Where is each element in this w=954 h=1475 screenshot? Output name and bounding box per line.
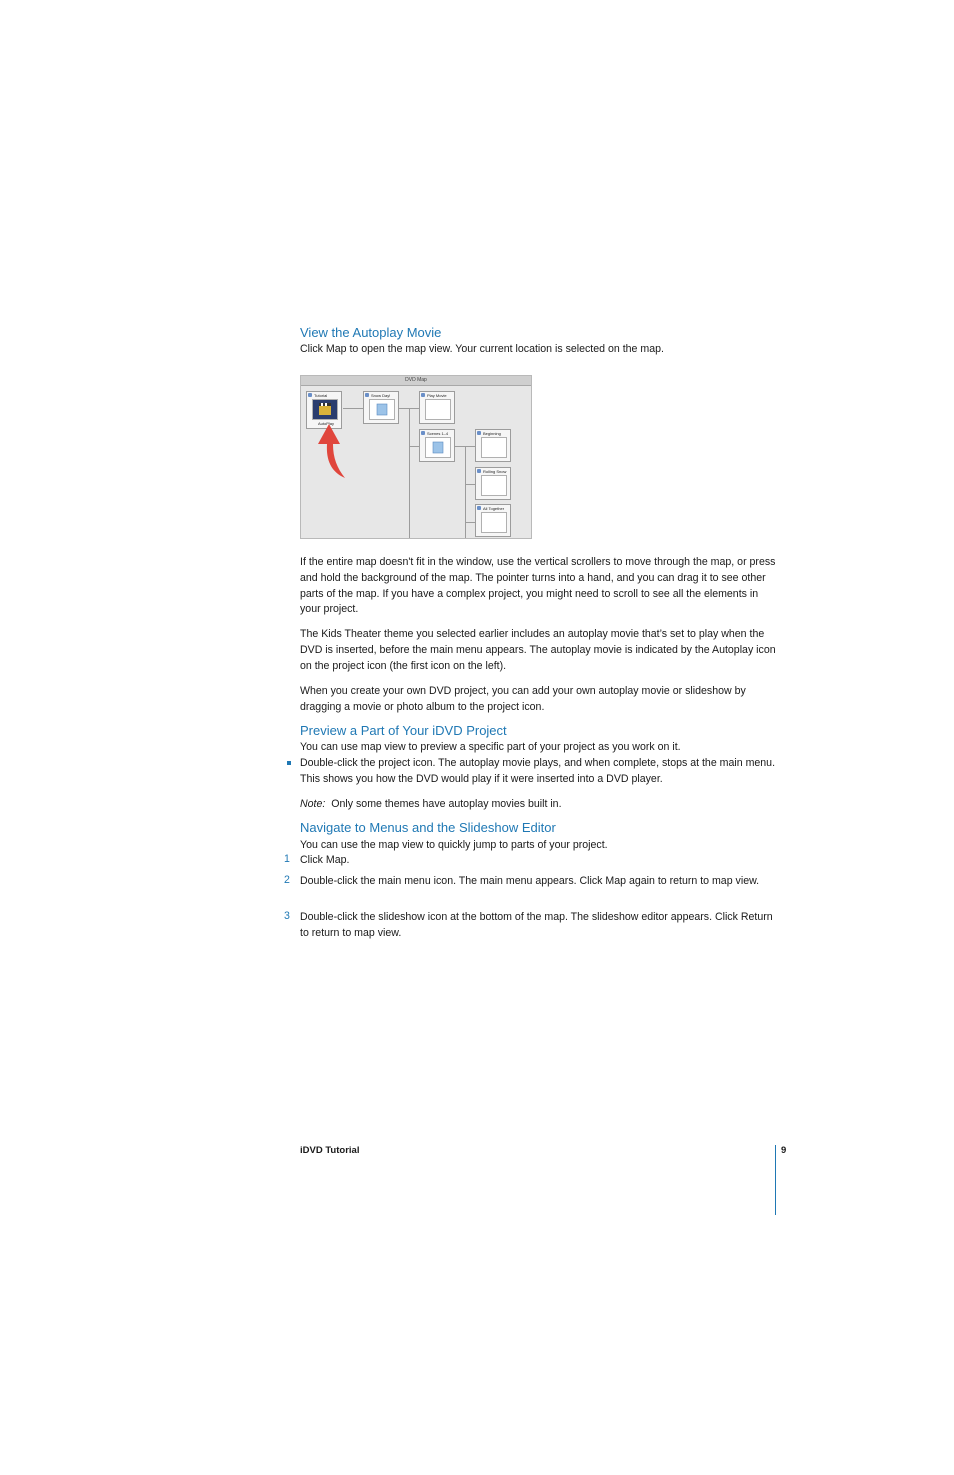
note-label: Note: — [300, 798, 326, 810]
autoplay-label: AutoPlay — [318, 421, 335, 426]
node-label: Snow Day! — [371, 393, 391, 398]
note-text: Only some themes have autoplay movies built in. — [331, 798, 562, 810]
map-connector — [409, 408, 410, 539]
map-node-all-together[interactable] — [475, 504, 511, 537]
node-label: All Together — [483, 506, 505, 511]
autoplay-paragraph-1: If the entire map doesn't fit in the window, use the vertical scrollers to move through the map, or press and hold the background of the map. The pointer turns into a hand, and you can drag it to see other parts of the map. If you have a complex project, you might need to scroll to see all the elements in your project. — [300, 556, 776, 616]
step-number: 2 — [284, 874, 290, 886]
preview-intro: You can use map view to preview a specific part of your project as you work on it. — [300, 741, 681, 753]
step-text: Click Map. — [300, 854, 350, 866]
preview-bullet-text: Double-click the project icon. The autoplay movie plays, and when complete, stops at the main menu. This shows you how the DVD would play if it were inserted into a DVD player. — [300, 757, 776, 785]
empty-thumbnail — [481, 512, 507, 533]
movie-icon — [421, 393, 425, 397]
step-text: Double-click the main menu icon. The main menu appears. Click Map again to return to map view. — [300, 875, 760, 887]
map-connector — [465, 446, 466, 539]
map-window-title: DVD Map — [301, 376, 531, 386]
map-node-play-movie[interactable] — [419, 391, 455, 424]
footer-title: iDVD Tutorial — [300, 1145, 360, 1156]
node-label: Scenes 1–4 — [427, 431, 449, 436]
map-connector — [343, 408, 363, 409]
autoplay-intro: Click Map to open the map view. Your current location is selected on the map. — [300, 343, 664, 355]
bullet-marker — [287, 761, 291, 765]
map-node-beginning[interactable] — [475, 429, 511, 462]
node-label: Tutorial — [314, 393, 328, 398]
footer-divider — [775, 1145, 776, 1215]
menu-icon — [421, 431, 425, 435]
step-number: 1 — [284, 853, 290, 865]
menu-thumbnail-icon — [425, 437, 451, 458]
movie-icon — [477, 431, 481, 435]
menu-icon — [365, 393, 369, 397]
map-node-rolling-snow[interactable] — [475, 467, 511, 500]
empty-thumbnail — [481, 437, 507, 458]
navigate-intro: You can use the map view to quickly jump to parts of your project. — [300, 839, 608, 851]
preview-note — [300, 797, 780, 813]
heading-view-autoplay: View the Autoplay Movie — [300, 325, 442, 340]
heading-navigate: Navigate to Menus and the Slideshow Editor — [300, 820, 556, 835]
map-node-scenes[interactable] — [419, 429, 455, 462]
map-connector — [409, 446, 419, 447]
movie-icon — [477, 506, 481, 510]
empty-thumbnail — [425, 399, 451, 420]
menu-thumbnail-icon — [369, 399, 395, 420]
map-node-snow-day[interactable] — [363, 391, 399, 424]
empty-thumbnail — [481, 475, 507, 496]
step-number: 3 — [284, 910, 290, 922]
red-arrow-icon — [305, 422, 355, 480]
map-connector — [465, 484, 475, 485]
autoplay-paragraph-2: The Kids Theater theme you selected earlier includes an autoplay movie that’s set to play when the DVD is inserted, before the main menu appears. The autoplay movie is indicated by the Autoplay icon on the project icon (the first icon on the left). — [300, 628, 776, 672]
node-label: Rolling Snow — [483, 469, 507, 474]
heading-preview: Preview a Part of Your iDVD Project — [300, 723, 507, 738]
project-icon — [308, 393, 312, 397]
clapboard-icon — [312, 399, 338, 420]
autoplay-paragraph-3: When you create your own DVD project, you can add your own autoplay movie or slideshow by dragging a movie or photo album to the project icon. — [300, 685, 746, 713]
map-connector — [465, 522, 475, 523]
step-text: Double-click the slideshow icon at the bottom of the map. The slideshow editor appears. Click Return to return to map view. — [300, 911, 773, 939]
movie-icon — [477, 469, 481, 473]
node-label: Play Movie — [427, 393, 447, 398]
node-label: Beginning — [483, 431, 501, 436]
dvd-map-window — [300, 375, 532, 539]
page-number: 9 — [781, 1145, 787, 1156]
